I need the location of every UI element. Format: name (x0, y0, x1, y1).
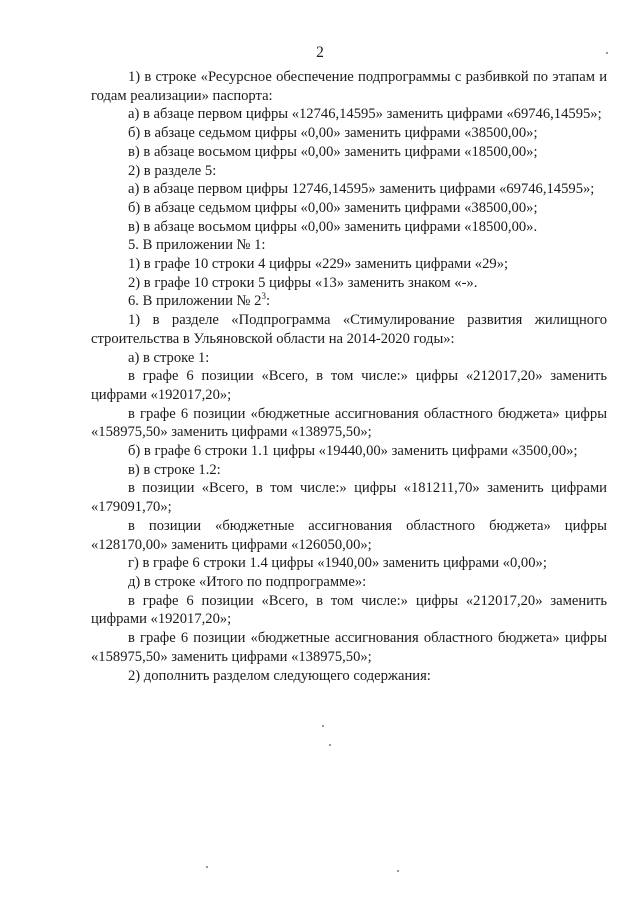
paragraph: а) в строке 1: (128, 349, 210, 366)
paragraph: в графе 6 позиции «бюджетные ассигнования областного бюджета» цифры «158975,50» заменить цифрами «138975,50»; (91, 630, 607, 665)
paragraph: 1) в строке «Ресурсное обеспечение подпрограммы с разбивкой по этапам и годам реализации» паспорта: (91, 69, 607, 104)
paragraph: 2) дополнить разделом следующего содержания: (128, 667, 431, 684)
paragraph: в позиции «бюджетные ассигнования областного бюджета» цифры «128170,00» заменить цифрами «126050,00»; (91, 517, 607, 553)
scan-speck (206, 866, 208, 868)
scan-speck (606, 52, 608, 54)
paragraph: 1) в разделе «Подпрограмма «Стимулирование развития жилищного строительства в Ульяновской области на 2014-2020 годы»: (91, 312, 607, 347)
paragraph: в) в строке 1.2: (128, 461, 221, 478)
paragraph: 2) в графе 10 строки 5 цифры «13» заменить знаком «-». (128, 274, 478, 291)
paragraph: 1) в графе 10 строки 4 цифры «229» заменить цифрами «29»; (128, 256, 509, 273)
paragraph: а) в абзаце первом цифры «12746,14595» заменить цифрами «69746,14595»; (128, 106, 602, 123)
scan-speck (397, 870, 399, 872)
paragraph: б) в абзаце седьмом цифры «0,00» заменить цифрами «38500,00»; (128, 125, 538, 142)
page-number: 2 (316, 44, 324, 61)
paragraph: д) в строке «Итого по подпрограмме»: (128, 573, 367, 590)
paragraph: б) в абзаце седьмом цифры «0,00» заменить цифрами «38500,00»; (128, 199, 538, 216)
paragraph: в позиции «Всего, в том числе:» цифры «181211,70» заменить цифрами «179091,70»; (91, 480, 607, 516)
paragraph: в графе 6 позиции «Всего, в том числе:» цифры «212017,20» заменить цифрами «192017,20»; (91, 368, 607, 403)
scan-speck (322, 725, 324, 727)
paragraph: а) в абзаце первом цифры 12746,14595» заменить цифрами «69746,14595»; (128, 181, 595, 198)
appendix-2-suffix: : (265, 293, 270, 310)
appendix-2-superscript: 3 (261, 291, 266, 302)
paragraph: в) в абзаце восьмом цифры «0,00» заменить цифрами «18500,00»; (128, 143, 538, 160)
paragraph: 2) в разделе 5: (128, 162, 217, 179)
paragraph: в графе 6 позиции «бюджетные ассигнования областного бюджета» цифры «158975,50» заменить цифрами «138975,50»; (91, 405, 607, 441)
paragraph: в графе 6 позиции «Всего, в том числе:» цифры «212017,20» заменить цифрами «192017,20»; (91, 592, 607, 628)
paragraph: г) в графе 6 строки 1.4 цифры «1940,00» заменить цифрами «0,00»; (128, 555, 547, 572)
appendix-2-prefix: 6. В приложении № 2 (128, 293, 262, 310)
paragraph: б) в графе 6 строки 1.1 цифры «19440,00» заменить цифрами «3500,00»; (128, 443, 578, 460)
document-body (91, 68, 607, 685)
paragraph-appendix-2 (91, 292, 607, 311)
paragraph: 5. В приложении № 1: (128, 237, 266, 254)
scan-speck (329, 744, 331, 746)
paragraph: в) в абзаце восьмом цифры «0,00» заменить цифрами «18500,00». (128, 218, 538, 235)
